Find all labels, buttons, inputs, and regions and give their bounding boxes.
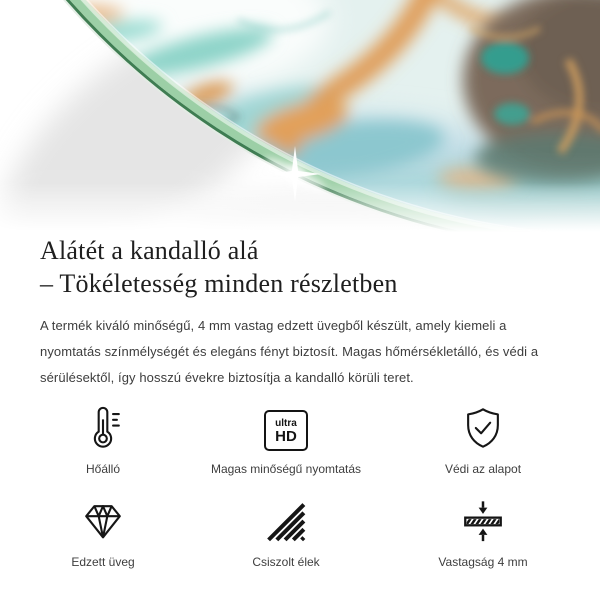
title-line-2: – Tökéletesség minden részletben bbox=[40, 269, 398, 298]
feature-label: Magas minőségű nyomtatás bbox=[210, 462, 362, 476]
thermometer-icon bbox=[80, 405, 126, 451]
feature-item-heat-resistant bbox=[40, 405, 166, 476]
feature-label: Csiszolt élek bbox=[252, 555, 320, 569]
feature-item-tempered-glass bbox=[40, 498, 166, 569]
glass-disc-art bbox=[0, 0, 600, 232]
uhd-badge-text-bottom: HD bbox=[275, 427, 297, 445]
feature-label: Edzett üveg bbox=[71, 555, 135, 569]
white-fade bbox=[0, 150, 600, 232]
feature-label: Védi az alapot bbox=[444, 462, 522, 476]
product-description: A termék kiváló minőségű, 4 mm vastag edzett üvegből készült, amely kiemeli a nyomtatás színmélységét és elegáns fényt biztosít. Magas hőmérsékletálló, és védi a sérülésektől, így hosszú évekre biztosítja a kandalló körüli teret. bbox=[40, 318, 539, 385]
polished-edge-icon bbox=[264, 498, 308, 544]
ultra-hd-icon bbox=[264, 405, 308, 451]
feature-label: Hőálló bbox=[85, 462, 121, 476]
shield-check-icon bbox=[460, 405, 506, 451]
product-photo bbox=[0, 0, 600, 232]
thickness-icon bbox=[460, 498, 506, 544]
page-title bbox=[40, 234, 560, 300]
feature-label: Vastagság 4 mm bbox=[438, 555, 528, 569]
feature-item-thickness bbox=[406, 498, 560, 569]
product-info-section bbox=[0, 234, 600, 569]
feature-item-protects-base bbox=[406, 405, 560, 476]
feature-item-ultra-hd-print bbox=[166, 405, 406, 476]
features-grid bbox=[40, 405, 560, 569]
feature-item-polished-edges bbox=[166, 498, 406, 569]
uhd-badge-text-top: ultra bbox=[275, 417, 297, 429]
diamond-icon bbox=[80, 498, 126, 544]
title-line-1: Alátét a kandalló alá bbox=[40, 236, 259, 265]
